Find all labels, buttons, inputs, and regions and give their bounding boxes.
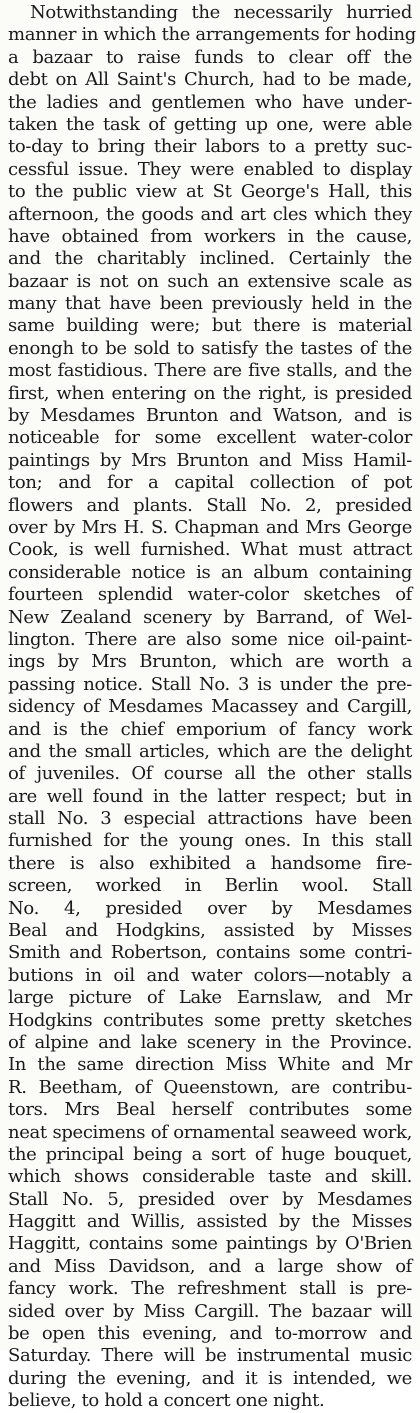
article-line: In the same direction Miss White and Mr <box>8 1054 412 1076</box>
article-line: to-day to bring their labors to a pretty suc- <box>8 136 412 158</box>
article-line: taken the task of getting up one, were able <box>8 113 412 135</box>
article-line: New Zealand scenery by Barrand, of Wel- <box>8 606 412 628</box>
article-line: lington. There are also some nice oil-paint- <box>8 628 412 650</box>
article-line: and the charitably inclined. Certainly the <box>8 248 412 270</box>
article-line: afternoon, the goods and art cles which they <box>8 203 412 225</box>
article-line: the ladies and gentlemen who have under- <box>8 91 412 113</box>
article-line: No. 4, presided over by Mesdames <box>8 897 412 919</box>
article-line: enongh to be sold to satisfy the tastes of the <box>8 337 412 359</box>
article-line: believe, to hold a concert one night. <box>8 1390 325 1412</box>
article-line: screen, worked in Berlin wool. Stall <box>8 875 412 897</box>
article-line: paintings by Mrs Brunton and Miss Hamil- <box>8 449 412 471</box>
article-line: Haggitt and Willis, assisted by the Misses <box>8 1211 412 1233</box>
article-line: sided over by Miss Cargill. The bazaar will <box>8 1300 412 1322</box>
article-line: Notwithstanding the necessarily hurried <box>30 2 412 23</box>
article-line: Hodgkins contributes some pretty sketches <box>8 1009 412 1031</box>
article-line: of juveniles. Of course all the other stalls <box>8 763 412 785</box>
article-line: Cook, is well furnished. What must attract <box>8 539 412 561</box>
article-line: neat specimens of ornamental seaweed work, <box>8 1121 412 1143</box>
article-line: R. Beetham, of Queenstown, are contribu- <box>8 1076 412 1098</box>
article-line: of alpine and lake scenery in the Province. <box>8 1031 412 1053</box>
article-line: a bazaar to raise funds to clear off the <box>8 46 412 68</box>
article-line: and Miss Davidson, and a large show of <box>8 1255 412 1277</box>
article-line: stall No. 3 especial attractions have been <box>8 808 412 830</box>
article-line: furnished for the young ones. In this stall <box>8 830 412 852</box>
article-line: the principal being a sort of huge bouquet, <box>8 1143 412 1165</box>
article-line: cessful issue. They were enabled to display <box>8 158 412 180</box>
article-line: tors. Mrs Beal herself contributes some <box>8 1099 412 1121</box>
article-line: manner in which the arrangements for hoding <box>8 24 416 46</box>
article-line: butions in oil and water colors—notably a <box>8 964 412 986</box>
article-line: same building were; but there is material <box>8 315 412 337</box>
article-line: large picture of Lake Earnslaw, and Mr <box>8 987 412 1009</box>
article-line: and is the chief emporium of fancy work <box>8 718 412 740</box>
article-line: there is also exhibited a handsome fire- <box>8 852 412 874</box>
article-line: passing notice. Stall No. 3 is under the pre- <box>8 673 412 695</box>
article-line: first, when entering on the right, is presided <box>8 382 412 404</box>
article-line: fancy work. The refreshment stall is pre- <box>8 1278 412 1300</box>
article-line: Beal and Hodgkins, assisted by Misses <box>8 920 412 942</box>
article-line: Stall No. 5, presided over by Mesdames <box>8 1188 412 1210</box>
article-line: most fastidious. There are five stalls, and the <box>8 360 412 382</box>
article-line: and the small articles, which are the delight <box>8 740 412 762</box>
article-line: flowers and plants. Stall No. 2, presided <box>8 494 412 516</box>
article-line: which shows considerable taste and skill. <box>8 1166 412 1188</box>
article-line: ton; and for a capital collection of pot <box>8 472 412 494</box>
article-line: fourteen splendid water-color sketches of <box>8 584 412 606</box>
article-line: ings by Mrs Brunton, which are worth a <box>8 651 412 673</box>
article-line: considerable notice is an album containing <box>8 561 412 583</box>
article-line: Haggitt, contains some paintings by O'Brien <box>8 1233 412 1255</box>
article-line: many that have been previously held in the <box>8 293 412 315</box>
article-line: debt on All Saint's Church, had to be made, <box>8 69 412 91</box>
article-line: during the evening, and it is intended, we <box>8 1367 412 1389</box>
article-line: Saturday. There will be instrumental music <box>8 1345 412 1367</box>
article-line: to the public view at St George's Hall, this <box>8 181 412 203</box>
article-line: Smith and Robertson, contains some contri- <box>8 942 412 964</box>
article-line: by Mesdames Brunton and Watson, and is <box>8 405 412 427</box>
article-line: have obtained from workers in the cause, <box>8 225 412 247</box>
article-line: sidency of Mesdames Macassey and Cargill, <box>8 696 412 718</box>
article-line: are well found in the latter respect; but in <box>8 785 412 807</box>
article-body <box>8 2 416 1413</box>
article-line: bazaar is not on such an extensive scale as <box>8 270 412 292</box>
article-line: be open this evening, and to-morrow and <box>8 1323 412 1345</box>
article-line: noticeable for some excellent water-color <box>8 427 412 449</box>
article-line: over by Mrs H. S. Chapman and Mrs George <box>8 516 412 538</box>
